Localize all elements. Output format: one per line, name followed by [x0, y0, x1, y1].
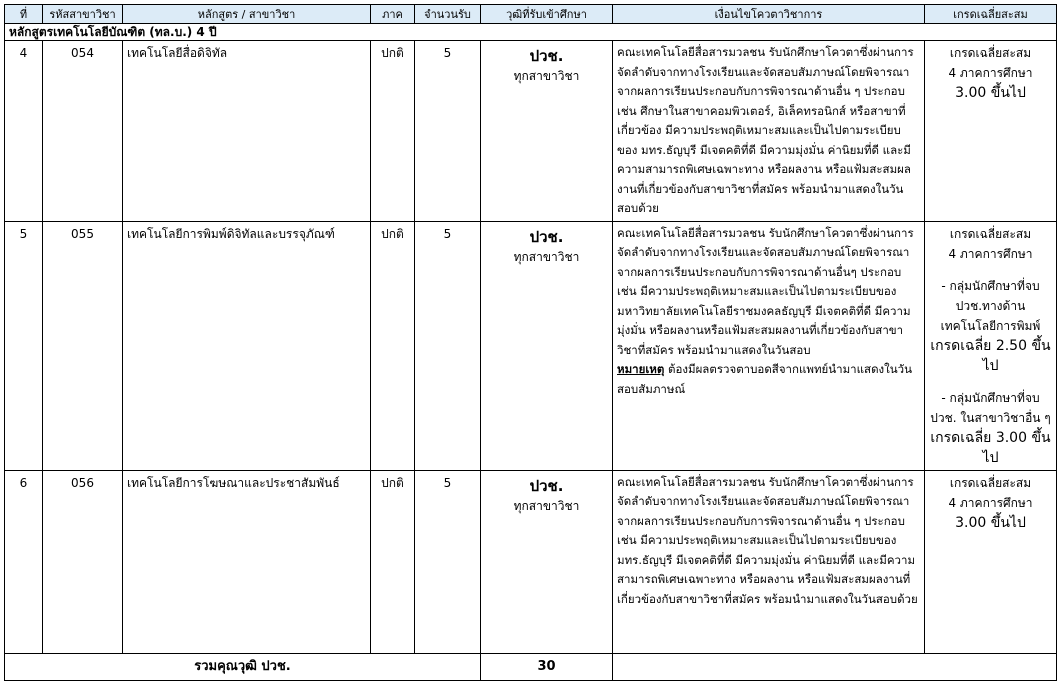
qualification-field: ทุกสาขาวิชา — [513, 498, 580, 513]
row-conditions: คณะเทคโนโลยีสื่อสารมวลชน รับนักศึกษาโควตาซึ่งผ่านการจัดลำดับจากทางโรงเรียนและจัดสอบสัมภาษณ์โดยพิจารณาจากผลการเรียนประกอบกับการพิจารณาด้านอื่น ๆ ประกอบ เช่น มีความประพฤติเหมาะสมและเป็นไปตามระเบียบของ มทร.ธัญบุรี มีเจตคติที่ดี มีความมุ่งมั่น ค่านิยมที่ดี และมีความสามารถพิเศษเฉพาะทาง หรือผลงาน หรือแฟ้มสะสมผลงานที่เกี่ยวข้องกับสาขาวิชาที่สมัคร พร้อมนำมาแสดงในวันสอบด้วย — [613, 470, 925, 653]
row-seats: 5 — [415, 221, 481, 470]
header-code: รหัสสาขาวิชา — [43, 5, 123, 24]
total-empty — [613, 653, 1057, 680]
table-row — [5, 41, 1057, 222]
quota-table — [4, 4, 1057, 681]
row-gpa — [925, 470, 1057, 653]
gpa-group-print-value: เกรดเฉลี่ย 2.50 ขึ้นไป — [930, 337, 1051, 374]
header-qualification: วุฒิที่รับเข้าศึกษา — [481, 5, 613, 24]
qualification-level: ปวช. — [529, 47, 564, 65]
qualification-field: ทุกสาขาวิชา — [513, 69, 580, 83]
section-row — [5, 24, 1057, 41]
row-program: เทคโนโลยีการโฆษณาและประชาสัมพันธ์ — [123, 470, 371, 653]
row-term: ปกติ — [371, 221, 415, 470]
note-label: หมายเหตุ — [617, 362, 665, 376]
table-row — [5, 221, 1057, 470]
gpa-group-other: - กลุ่มนักศึกษาที่จบ ปวช. ในสาขาวิชาอื่น ๆ — [930, 390, 1051, 425]
table-row — [5, 470, 1057, 653]
row-gpa — [925, 221, 1057, 470]
row-code: 056 — [43, 470, 123, 653]
row-code: 054 — [43, 41, 123, 222]
gpa-label: เกรดเฉลี่ยสะสม — [949, 475, 1032, 490]
row-conditions: คณะเทคโนโลยีสื่อสารมวลชน รับนักศึกษาโควตาซึ่งผ่านการจัดลำดับจากทางโรงเรียนและจัดสอบสัมภาษณ์โดยพิจารณาจากผลการเรียนประกอบกับการพิจารณาด้านอื่น ๆ ประกอบ เช่น ศึกษาในสาขาคอมพิวเตอร์, อิเล็คทรอนิกส์ หรือสาขาที่เกี่ยวข้อง มีความประพฤติเหมาะสมและเป็นไปตามระเบียบของ มทร.ธัญบุรี มีเจตคติที่ดี มีความมุ่งมั่น ค่านิยมที่ดี และมีความสามารถพิเศษเฉพาะทาง หรือผลงาน หรือแฟ้มสะสมผลงานที่เกี่ยวข้องกับสาขาวิชาที่สมัคร พร้อมนำมาแสดงในวันสอบด้วย — [613, 41, 925, 222]
gpa-value: 3.00 ขึ้นไป — [955, 514, 1026, 531]
header-no: ที่ — [5, 5, 43, 24]
gpa-label: เกรดเฉลี่ยสะสม — [949, 226, 1032, 241]
qualification-level: ปวช. — [529, 227, 564, 246]
row-seats: 5 — [415, 470, 481, 653]
qualification-field: ทุกสาขาวิชา — [513, 249, 580, 264]
section-title: หลักสูตรเทคโนโลยีบัณฑิต (ทล.บ.) 4 ปี — [5, 24, 1057, 41]
row-qualification — [481, 470, 613, 653]
header-row — [5, 5, 1057, 24]
total-row — [5, 653, 1057, 680]
total-label: รวมคุณวุฒิ ปวช. — [5, 653, 481, 680]
gpa-label: เกรดเฉลี่ยสะสม — [949, 46, 1032, 60]
header-conditions: เงื่อนไขโควตาวิชาการ — [613, 5, 925, 24]
gpa-terms: 4 ภาคการศึกษา — [948, 246, 1033, 261]
row-seats: 5 — [415, 41, 481, 222]
row-gpa — [925, 41, 1057, 222]
row-no: 4 — [5, 41, 43, 222]
qualification-level: ปวช. — [529, 476, 564, 495]
row-conditions — [613, 221, 925, 470]
header-program: หลักสูตร / สาขาวิชา — [123, 5, 371, 24]
conditions-text: คณะเทคโนโลยีสื่อสารมวลชน รับนักศึกษาโควตาซึ่งผ่านการจัดลำดับจากทางโรงเรียนและจัดสอบสัมภาษณ์โดยพิจารณาจากผลการเรียนประกอบกับการพิจารณาด้านอื่นๆ ประกอบ เช่น มีความประพฤติเหมาะสมและเป็นไปตามระเบียบของมหาวิทยาลัยเทคโนโลยีราชมงคลธัญบุรี มีเจตคติที่ดี มีความมุ่งมั่น หรือผลงานหรือแฟ้มสะสมผลงานที่เกี่ยวข้องกับสาขาวิชาที่สมัคร พร้อมนำมาแสดงในวันสอบ — [617, 225, 914, 357]
row-no: 5 — [5, 221, 43, 470]
gpa-value: 3.00 ขึ้นไป — [955, 85, 1026, 101]
row-program: เทคโนโลยีสื่อดิจิทัล — [123, 41, 371, 222]
row-qualification — [481, 221, 613, 470]
row-program: เทคโนโลยีการพิมพ์ดิจิทัลและบรรจุภัณฑ์ — [123, 221, 371, 470]
row-term: ปกติ — [371, 41, 415, 222]
header-seats: จำนวนรับ — [415, 5, 481, 24]
gpa-group-other-value: เกรดเฉลี่ย 3.00 ขึ้นไป — [930, 429, 1051, 466]
row-no: 6 — [5, 470, 43, 653]
gpa-terms: 4 ภาคการศึกษา — [948, 66, 1033, 80]
row-term: ปกติ — [371, 470, 415, 653]
header-gpa: เกรดเฉลี่ยสะสม — [925, 5, 1057, 24]
total-value: 30 — [481, 653, 613, 680]
row-code: 055 — [43, 221, 123, 470]
header-term: ภาค — [371, 5, 415, 24]
row-qualification — [481, 41, 613, 222]
gpa-terms: 4 ภาคการศึกษา — [948, 495, 1033, 510]
note-text: ต้องมีผลตรวจตาบอดสีจากแพทย์นำมาแสดงในวันสอบสัมภาษณ์ — [617, 362, 912, 396]
gpa-group-print: - กลุ่มนักศึกษาที่จบ ปวช.ทางด้านเทคโนโลยีการพิมพ์ — [940, 278, 1041, 333]
